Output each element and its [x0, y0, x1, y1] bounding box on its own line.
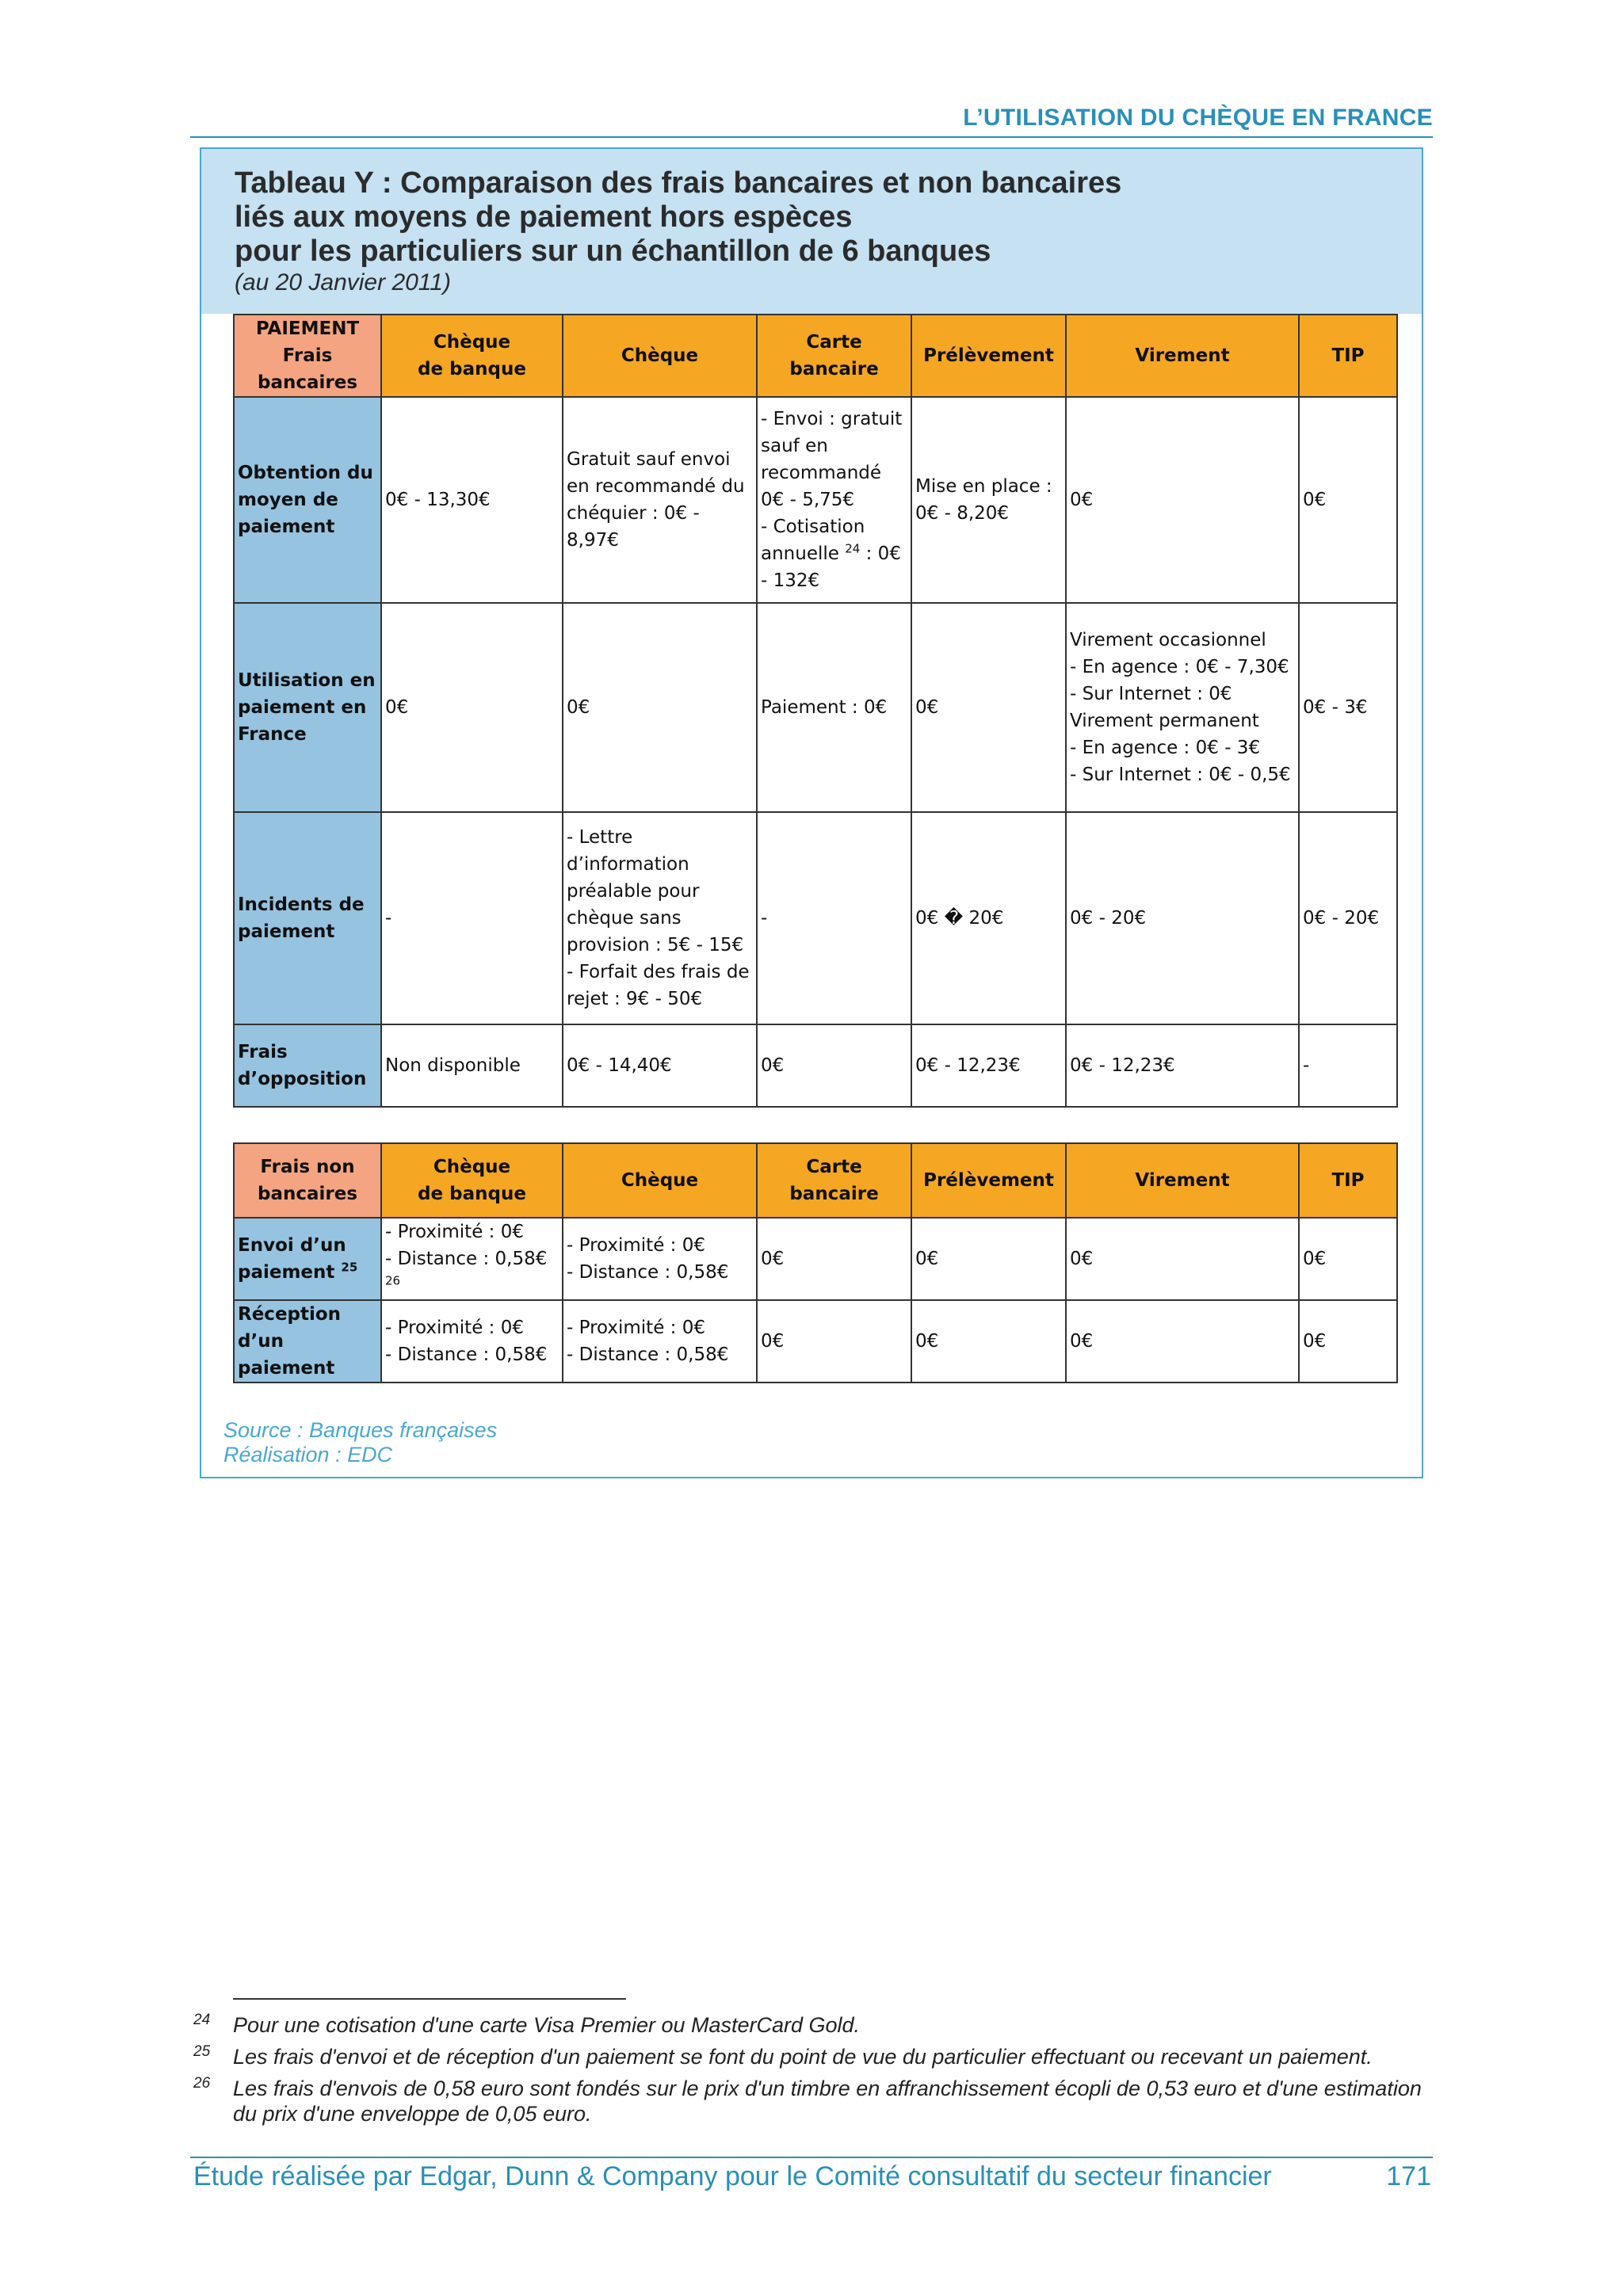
- footer-rule: [190, 2157, 1433, 2158]
- non-bank-fees-table: [233, 1142, 1398, 1383]
- footnote-ref: 25: [341, 1260, 358, 1275]
- footer-text: Étude réalisée par Edgar, Dunn & Company pour le Comité consultatif du secteur financier: [193, 2161, 1272, 2191]
- row-header: Frais d’opposition: [234, 1024, 381, 1107]
- table-cell: [381, 1218, 563, 1300]
- row-header: Incidents de paiement: [234, 812, 381, 1024]
- table-cell: - Proximité : 0€ - Distance : 0,58€: [381, 1300, 563, 1383]
- table-cell: 0€: [563, 603, 757, 812]
- footnote-number: 24: [193, 2012, 211, 2028]
- credit-line: Réalisation : EDC: [223, 1443, 393, 1466]
- table-cell: 0€: [381, 603, 563, 812]
- footnote-ref: 24: [845, 541, 861, 556]
- corner-header: Frais non bancaires: [234, 1143, 381, 1218]
- table-cell: 0€ - 3€: [1299, 603, 1397, 812]
- table-cell: - Proximité : 0€ - Distance : 0,58€: [563, 1300, 757, 1383]
- header-rule: [190, 136, 1433, 138]
- table-cell: 0€ - 12,23€: [1066, 1024, 1299, 1107]
- table-cell: Paiement : 0€: [757, 603, 911, 812]
- cell-text: : 0€ - 132€: [761, 543, 901, 591]
- table-cell: - Lettre d’information préalable pour chèque sans provision : 5€ - 15€ - Forfait des frais de rejet : 9€ - 50€: [563, 812, 757, 1024]
- table-cell: 0€: [757, 1218, 911, 1300]
- table-cell: 0€: [1299, 1300, 1397, 1383]
- footnote-ref: 26: [385, 1273, 401, 1288]
- table-cell: 0€: [1299, 397, 1397, 603]
- table-row: [234, 812, 1397, 1024]
- title-line: Tableau Y : Comparaison des frais bancaires et non bancaires: [235, 166, 1122, 200]
- column-header-tip: TIP: [1299, 315, 1397, 397]
- table-cell: 0€: [1066, 397, 1299, 603]
- table-cell: 0€: [757, 1024, 911, 1107]
- table-header-row: [234, 315, 1397, 397]
- table-cell: -: [381, 812, 563, 1024]
- table-cell: 0€ - 14,40€: [563, 1024, 757, 1107]
- table-cell: 0€: [911, 1218, 1066, 1300]
- footnotes: [190, 2012, 1442, 2133]
- table-row: [234, 1300, 1397, 1383]
- title-line: pour les particuliers sur un échantillon de 6 banques: [235, 235, 991, 268]
- table-cell: 0€: [911, 603, 1066, 812]
- table-cell: 0€: [911, 1300, 1066, 1383]
- table-cell: Virement occasionnel - En agence : 0€ - 7,30€ - Sur Internet : 0€ Virement permanent - En agence : 0€ - 3€ - Sur Internet : 0€ - 0,5€: [1066, 603, 1299, 812]
- column-header-carte-bancaire: Carte bancaire: [757, 315, 911, 397]
- row-header-text: Envoi d’un paiement: [238, 1235, 346, 1283]
- table-row: [234, 603, 1397, 812]
- table-cell: 0€ � 20€: [911, 812, 1066, 1024]
- table-cell: Mise en place : 0€ - 8,20€: [911, 397, 1066, 603]
- row-header: Réception d’un paiement: [234, 1300, 381, 1383]
- running-header: L’UTILISATION DU CHÈQUE EN FRANCE: [963, 105, 1433, 131]
- table-cell: 0€: [1299, 1218, 1397, 1300]
- cell-text: - Proximité : 0€ - Distance : 0,58€: [385, 1222, 548, 1269]
- footnote-number: 25: [193, 2043, 211, 2060]
- column-header-prelevement: Prélèvement: [911, 315, 1066, 397]
- column-header-tip: TIP: [1299, 1143, 1397, 1218]
- table-cell: 0€: [1066, 1300, 1299, 1383]
- cell-text: - Envoi : gratuit sauf en recommandé 0€ - 5,75€ - Cotisation annuelle: [761, 409, 903, 564]
- column-header-cheque: Chèque: [563, 315, 757, 397]
- table-cell: 0€ - 20€: [1066, 812, 1299, 1024]
- table-row: [234, 1218, 1397, 1300]
- column-header-prelevement: Prélèvement: [911, 1143, 1066, 1218]
- footnote-text: Pour une cotisation d'une carte Visa Premier ou MasterCard Gold.: [233, 2013, 861, 2037]
- row-header: Utilisation en paiement en France: [234, 603, 381, 812]
- source-note: [223, 1418, 497, 1467]
- table-cell: - Proximité : 0€ - Distance : 0,58€: [563, 1218, 757, 1300]
- table-date: (au 20 Janvier 2011): [235, 269, 451, 296]
- footnote: [190, 2044, 1442, 2069]
- column-header-cheque-de-banque: Chèque de banque: [381, 1143, 563, 1218]
- table-cell: Non disponible: [381, 1024, 563, 1107]
- corner-header: PAIEMENT Frais bancaires: [234, 315, 381, 397]
- table-title: [235, 166, 1265, 269]
- table-cell: -: [1299, 1024, 1397, 1107]
- row-header: [234, 1218, 381, 1300]
- footnote: [190, 2012, 1442, 2038]
- source-line: Source : Banques françaises: [223, 1418, 498, 1442]
- page-number: 171: [1386, 2161, 1431, 2191]
- table-row: [234, 1024, 1397, 1107]
- title-line: liés aux moyens de paiement hors espèces: [235, 200, 853, 234]
- column-header-carte-bancaire: Carte bancaire: [757, 1143, 911, 1218]
- footnote-rule: [233, 1998, 626, 2000]
- footnote: [190, 2076, 1442, 2126]
- column-header-virement: Virement: [1066, 315, 1299, 397]
- footnote-text: Les frais d'envoi et de réception d'un paiement se font du point de vue du particulier effectuant ou recevant un paiement.: [233, 2045, 1373, 2069]
- table-cell: Gratuit sauf envoi en recommandé du chéquier : 0€ - 8,97€: [563, 397, 757, 603]
- table-cell: 0€ - 12,23€: [911, 1024, 1066, 1107]
- table-cell: [757, 397, 911, 603]
- table-cell: 0€: [757, 1300, 911, 1383]
- table-cell: 0€: [1066, 1218, 1299, 1300]
- table-header-row: [234, 1143, 1397, 1218]
- table-cell: 0€ - 20€: [1299, 812, 1397, 1024]
- row-header: Obtention du moyen de paiement: [234, 397, 381, 603]
- table-frame: [200, 147, 1423, 1478]
- column-header-cheque: Chèque: [563, 1143, 757, 1218]
- table-row: [234, 397, 1397, 603]
- footnote-number: 26: [193, 2075, 211, 2092]
- title-band: [201, 149, 1422, 314]
- column-header-virement: Virement: [1066, 1143, 1299, 1218]
- bank-fees-table: [233, 314, 1398, 1108]
- table-cell: 0€ - 13,30€: [381, 397, 563, 603]
- column-header-cheque-de-banque: Chèque de banque: [381, 315, 563, 397]
- table-cell: -: [757, 812, 911, 1024]
- footnote-text: Les frais d'envois de 0,58 euro sont fondés sur le prix d'un timbre en affranchissement écopli de 0,53 euro et d'une estimation du prix d'une enveloppe de 0,05 euro.: [233, 2077, 1422, 2126]
